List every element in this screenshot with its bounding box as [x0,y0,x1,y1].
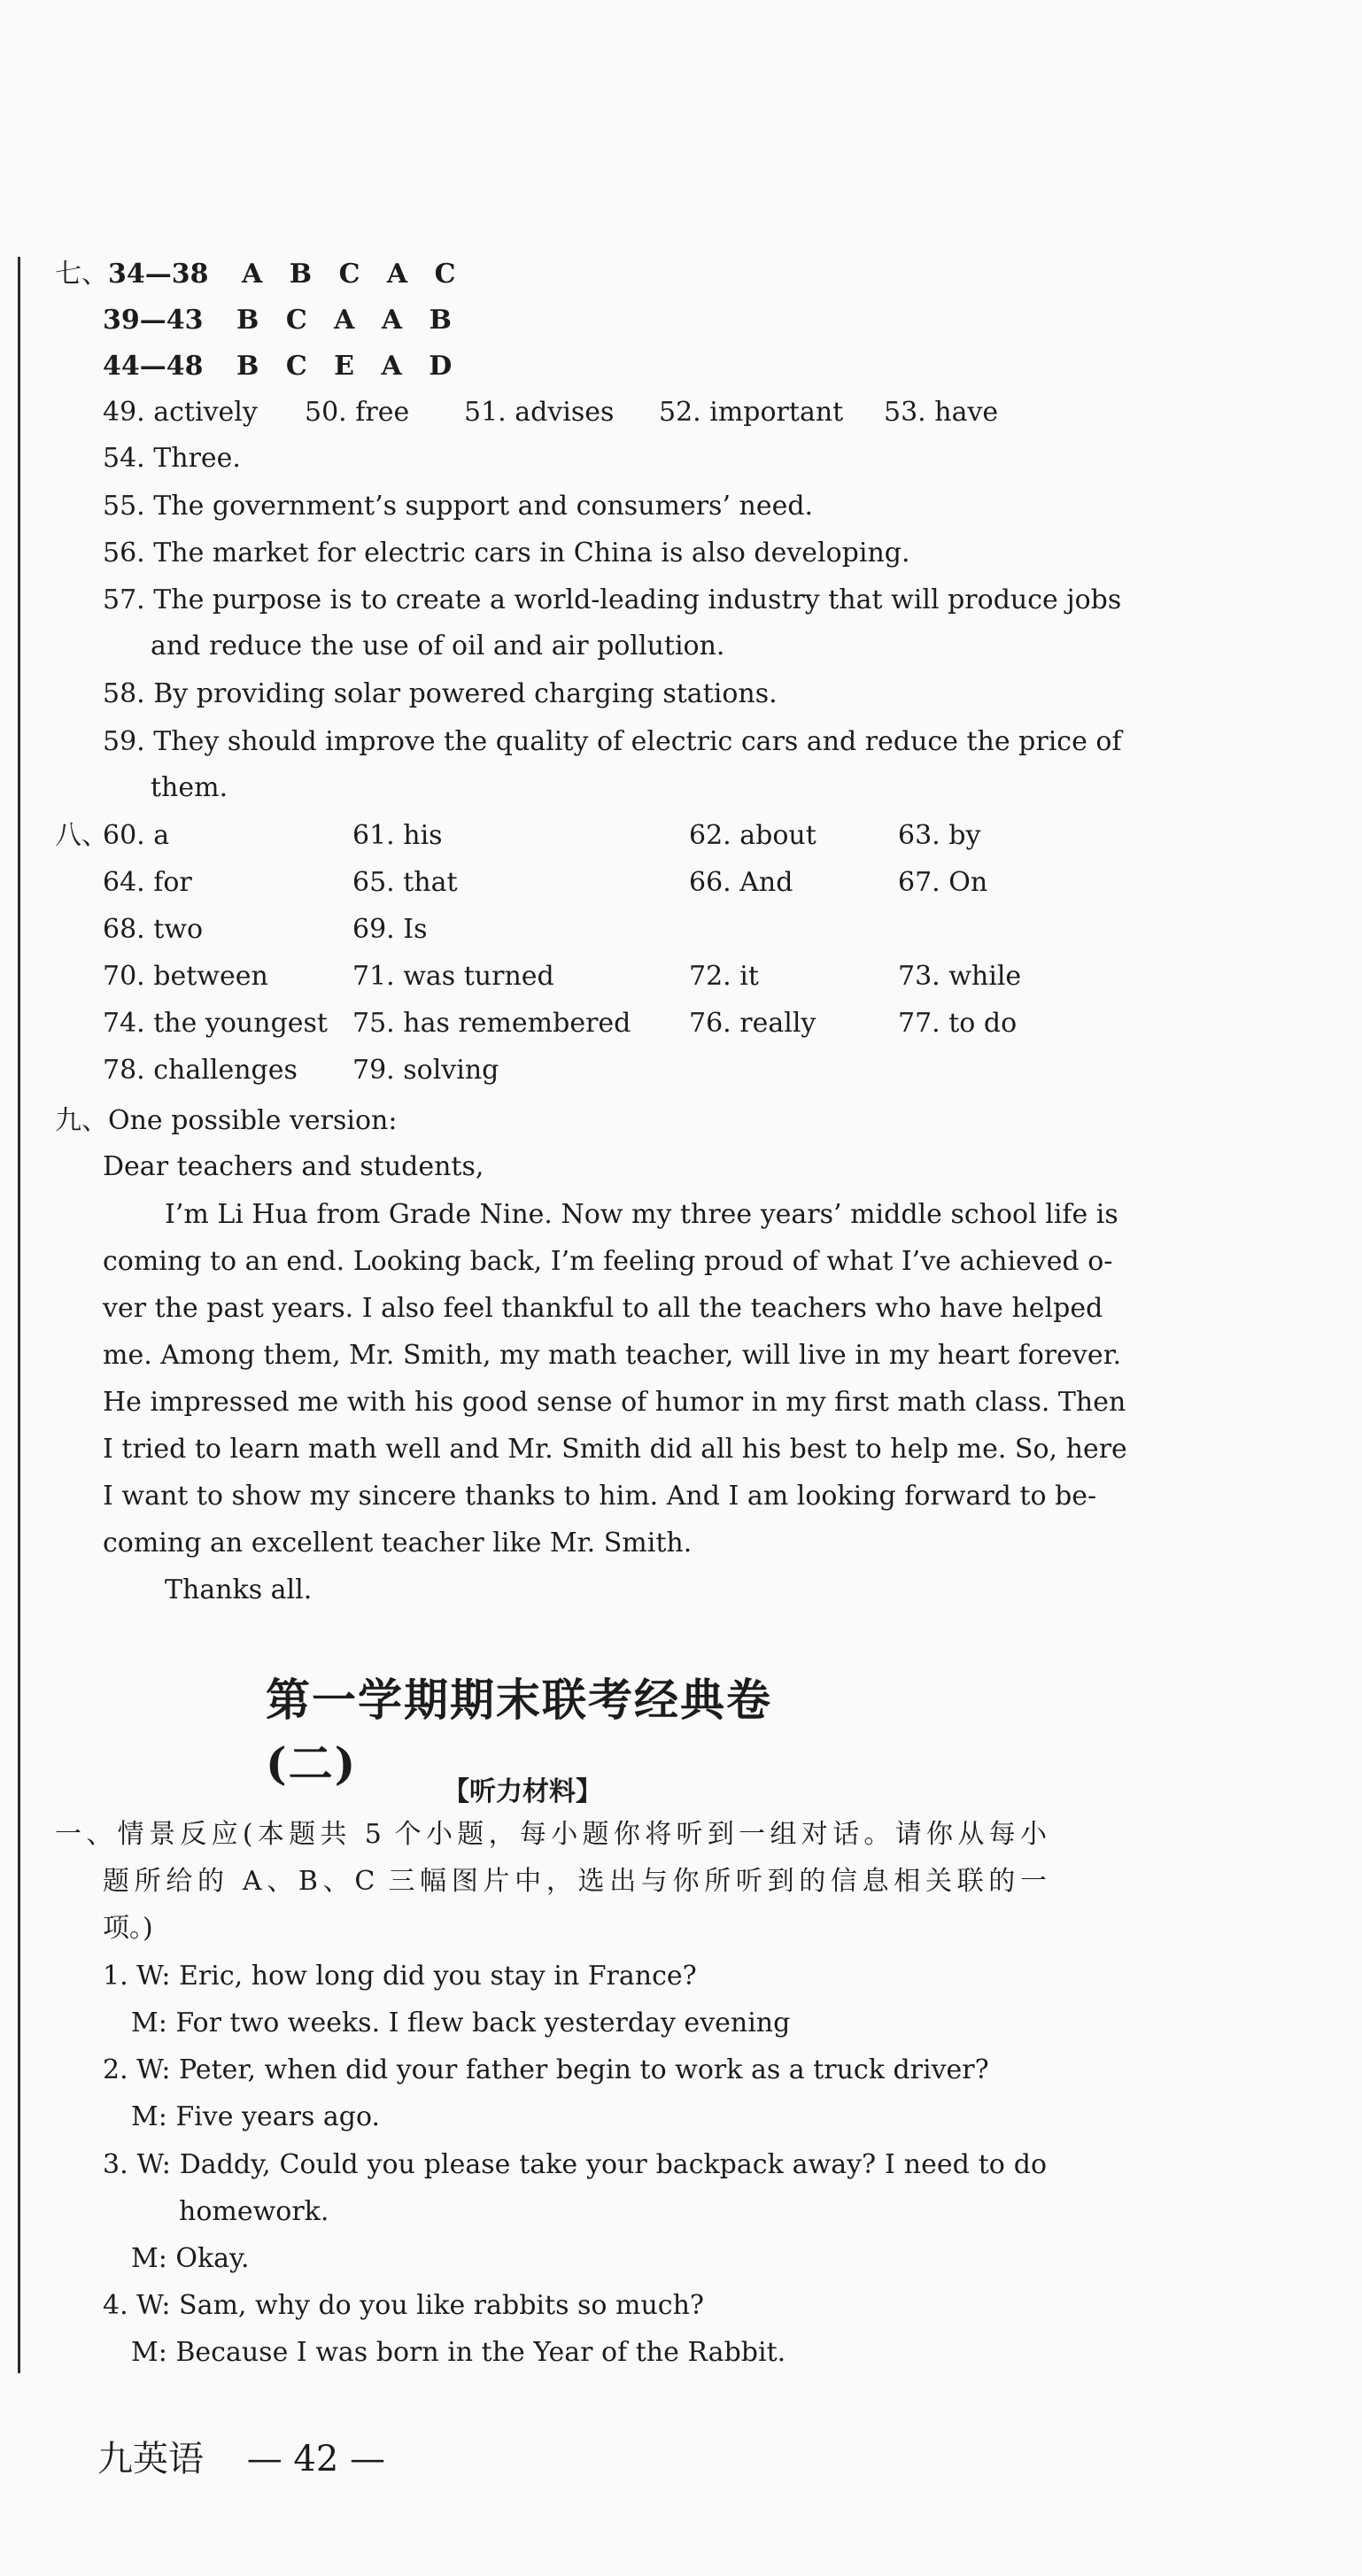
answer-item: 65. that [352,867,458,898]
mc-range: 39—43 [103,305,204,336]
answer-item: 53. have [884,397,999,428]
dialog-line: 3. W: Daddy, Could you please take your backpack away? I need to do [103,2149,1047,2180]
mc-answers: B C E A D [236,351,461,382]
footer-subject: 九英语 [97,2439,204,2479]
answer-item: 76. really [689,1008,816,1039]
answer-55: 55. The government’s support and consumers’ need. [103,491,814,522]
mc-range: 44—48 [103,351,204,382]
answer-56: 56. The market for electric cars in China is also developing. [103,538,910,569]
answer-58: 58. By providing solar powered charging stations. [103,678,778,709]
answer-item: 64. for [103,867,192,898]
part1-instruction-line1: 一、情景反应(本题共 5 个小题，每小题你将听到一组对话。请你从每小 [55,1819,1047,1850]
answer-item: 63. by [898,820,981,851]
answer-item: 60. a [103,820,170,851]
answer-item: 69. Is [352,914,428,945]
answer-item: 74. the youngest [103,1008,328,1039]
answer-item: 77. to do [898,1008,1018,1039]
letter-line: coming to an end. Looking back, I’m feeling proud of what I’ve achieved o- [103,1246,1113,1277]
listening-heading: 【听力材料】 [443,1776,602,1807]
page-footer [97,2431,385,2481]
letter-line: I tried to learn math well and Mr. Smith did all his best to help me. So, here [103,1434,1127,1465]
letter-line: ver the past years. I also feel thankful to all the teachers who have helped [103,1293,1103,1324]
part1-instruction-line3: 项。) [103,1913,153,1944]
margin-rule [18,257,20,2373]
answer-57-line1: 57. The purpose is to create a world-leading industry that will produce jobs [103,584,1122,615]
dialog-line: M: Five years ago. [131,2101,381,2132]
answer-item: 51. advises [464,397,615,428]
answer-item: 68. two [103,914,204,945]
section7-row-3 [103,349,460,384]
section9-heading-text: One possible version: [108,1105,398,1136]
answer-item: 79. solving [352,1055,499,1086]
letter-line: He impressed me with his good sense of humor in my first math class. Then [103,1387,1126,1418]
dialog-line: homework. [179,2196,329,2227]
letter-greeting: Dear teachers and students, [103,1151,484,1182]
section7-marker: 七、 [55,259,108,290]
answer-item: 62. about [689,820,816,851]
answer-item: 72. it [689,961,759,992]
mc-range: 34—38 [108,259,209,290]
exam-title: 第一学期期末联考经典卷(二) [266,1674,772,1790]
letter-closing: Thanks all. [165,1574,313,1605]
answer-item: 71. was turned [352,961,554,992]
answer-item: 50. free [305,397,410,428]
section8-marker: 八、 [55,820,108,851]
answer-item: 61. his [352,820,443,851]
answer-59-line2: them. [151,772,228,803]
dialog-line: 1. W: Eric, how long did you stay in France? [103,1961,697,1992]
letter-line: me. Among them, Mr. Smith, my math teacher, will live in my heart forever. [103,1340,1122,1371]
section7-row-2 [103,303,460,338]
answer-item: 75. has remembered [352,1008,631,1039]
page-number: — 42 — [246,2439,386,2479]
answer-54: 54. Three. [103,443,241,474]
answer-item: 70. between [103,961,268,992]
mc-answers: A B C A C [242,259,465,290]
section7-row-1 [55,257,465,292]
part1-instruction-line2: 题所给的 A、B、C 三幅图片中，选出与你所听到的信息相关联的一 [103,1866,1047,1897]
answer-item: 67. On [898,867,988,898]
dialog-line: 2. W: Peter, when did your father begin to work as a truck driver? [103,2054,989,2085]
answer-item: 52. important [659,397,844,428]
dialog-line: M: Okay. [131,2243,250,2274]
letter-line: I’m Li Hua from Grade Nine. Now my three years’ middle school life is [165,1199,1118,1230]
letter-line: I want to show my sincere thanks to him. And I am looking forward to be- [103,1481,1097,1512]
mc-answers: B C A A B [236,305,460,336]
answer-item: 73. while [898,961,1022,992]
dialog-line: M: Because I was born in the Year of the Rabbit. [131,2337,786,2368]
answer-item: 78. challenges [103,1055,298,1086]
answer-59-line1: 59. They should improve the quality of electric cars and reduce the price of [103,726,1122,757]
section9-heading [55,1103,397,1139]
answer-57-line2: and reduce the use of oil and air pollution. [151,630,725,661]
dialog-line: M: For two weeks. I flew back yesterday evening [131,2007,791,2038]
letter-line: coming an excellent teacher like Mr. Smith. [103,1528,693,1559]
answer-item: 66. And [689,867,793,898]
section9-marker: 九、 [55,1105,108,1136]
dialog-line: 4. W: Sam, why do you like rabbits so much? [103,2290,704,2321]
answer-item: 49. actively [103,397,258,428]
